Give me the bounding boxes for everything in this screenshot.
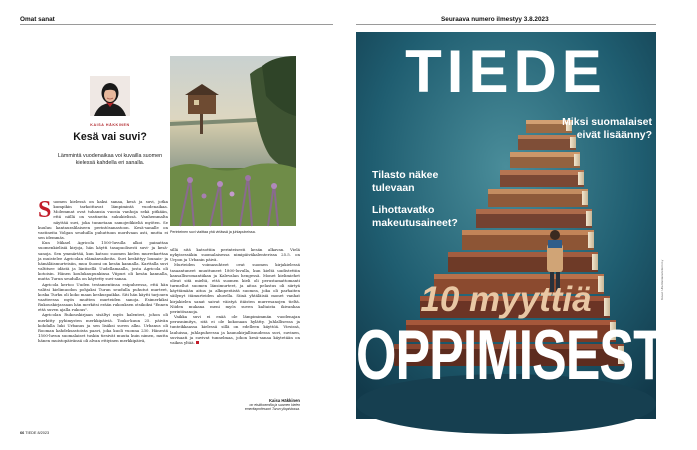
- header-rule-left: [20, 24, 333, 25]
- cover-line-italic: 10 myyttiä: [420, 280, 592, 319]
- paragraph: sillä sitä katsottiin perinteisesti kesän alkavan. Vielä nykyisessäkin suomalaisessa nimipäiväkalenterissa 25.5. on Urpon ja Urbanin päivä.: [170, 247, 300, 263]
- paragraph: Murteiden voimasuhteet ovat suomen kirjakielessä tasaantuneet muuttuneet 1800-luvulla, kun kieltä uudistettiin kansallisromantiikan ja Kalevalan hengessä. Monet kielimiehet olivat sitä mieltä, että suomen kieli oli perustamattomanti turmellut suomen länsimurteet, ja aitoa pelastus oli siirtyä käyttämään aitoa ja alkuperäistä suomea, joka oli parhaiten säilynyt itämurteiden alueella. Siinä yhtäläisiä monet vanhat kirjakielen sanat saivat väistyä itäisten murresanojen tieltä. Niiden mukana meni myös suven kaltaista ikivanhaa perintösanoja.: [170, 262, 300, 314]
- header-rule-right: [356, 24, 656, 25]
- cover-line-big: OPPIMISESTA: [356, 316, 697, 395]
- signature-name: Kaisa Häkkinen: [269, 398, 300, 403]
- paragraph: Vaikka suvi ei enää ole lämpimimmän vuodenajan perusnimitys, sitä ei ole kokonaan hylätty. Juhlallisessa ja tunteikkaassa kielessä sillä on edelleen käyttöä. Virsissä, lauluissa, juhlapuheessa ja kaunokirjallisuudessa suvi, suvinen, suvisaati ja suvivat tunnelmaa, johon kesä-sanaa käytetään on vaikea yltää.: [170, 314, 300, 345]
- paragraph: Kun Mikael Agricola 1500-luvulla alkoi painattaa suomenkielisiä kirjoja, hän käytti tasapuolisesti suvi- ja kesä- sanoja. Sen ymmärtää, kun katsoo suomen kielen murrekarttaa ja muistelee Agricolan elämänvaiheita. Suvi keskittyy lounais- ja hämäläismurteisiin, muu Suomi on kesän kannalla. Karttalla suvi valtitsee idästä ja läntisellä Uudellamaalla, josta Agricola oli kotoisin. Hänen koulukaupunkinsa Viipuri oli kesän kannalla, mutta Turun seudulla on käytetty suvi-sanaa.: [38, 240, 168, 282]
- column-title: Kesä vai suvi?: [73, 131, 147, 143]
- author-signature: [238, 398, 300, 411]
- signature-note: on etsikkoemilia ja suomen kielen emeritaprofessori Turun yliopistossa.: [244, 403, 300, 412]
- article-column-1: [38, 199, 168, 429]
- paragraph: Agricola kertoo Uuden testamentinsa esipuheessa, että hän valitsi kielimuodon pohjaksi Turun seudulla puhutut murteet, koska Turku oli koko maan keskuspaikka. Siti hän käytti tarjouen vaatteessa myös muitten murteiden sanoja. Esimerkiksi Rukouskirjassaan hän merkitsi erään rukouksen otsikoksi "Ennen että suven ajalla rukous".: [38, 281, 168, 313]
- page-number: 66: [20, 431, 25, 435]
- page-folio: [20, 431, 49, 435]
- lake-sauna-photo: [170, 56, 296, 226]
- article-column-2: [170, 247, 300, 397]
- cover-masthead: TIEDE: [405, 38, 607, 105]
- end-mark: [196, 341, 199, 344]
- next-issue-notice: Seuraava numero ilmestyy 3.8.2023: [441, 16, 549, 23]
- column-deck: Lämmintä vuodenaikaa voi kuvailla suomen kielessä kahdella eri sanalla.: [57, 153, 163, 167]
- paragraph: uomen kielessä on kaksi sanaa, kesä ja suvi, jotka kumpikin tarkoittavat lämpimintä vuodenaikaa. Molemmat ovat tuhansia vuosia vanhoja sekä pitkään, että niillä on vastineita sukukielissä. Vanhemmalta näyttää suvi, joka tunnetaan samojedikieliä myöten. Se kuuluu kantauralilaiseen perintösanastoon. Kesä-sanalle on vastineita Volgan seuduilla puhuttuun mordvaan asti, mutta ei sen idemmäs.: [38, 199, 168, 241]
- cover-teaser-2: Tilasto näkee tulevaan: [372, 169, 439, 194]
- paragraph: Agricolan Rukouskirjaan sisältyi myös kalenteri, johon oli merkitty pyhimysten merkkipäiviä. Touko-kuun 25. päivän kohdalla luki Urbanus ja sen lisäksi suven alku. Urbanus oli Rooman kahdeksastoista paavi, joka kuoli vuonna 230. Hänestä 1500-luvun suomalaiset tuskin tiesivät muuta kuin nimen, mutta hänen muistopäivänsä oli alvan ettiyinen merkkipäivä,: [38, 312, 168, 344]
- author-avatar: [90, 76, 130, 116]
- photo-caption: Perinteinen suvi viaittaa yhä viriässä ja juhlapuheissa.: [170, 230, 256, 234]
- author-kicker: KAISA HÄKKINEN: [90, 123, 130, 127]
- cover-teaser-3: Lihottavatko makeutusaineet?: [372, 204, 458, 229]
- cover-teaser-1: Miksi suomalaiset eivät lisäänny?: [562, 116, 652, 141]
- section-label: Omat sanat: [20, 16, 55, 23]
- drop-cap: S: [38, 197, 52, 223]
- photo-credit: Kuvat: Ulla Rantanen/Jenni Ly: [660, 259, 664, 300]
- issue-label: TIEDE 8/2023: [25, 431, 50, 435]
